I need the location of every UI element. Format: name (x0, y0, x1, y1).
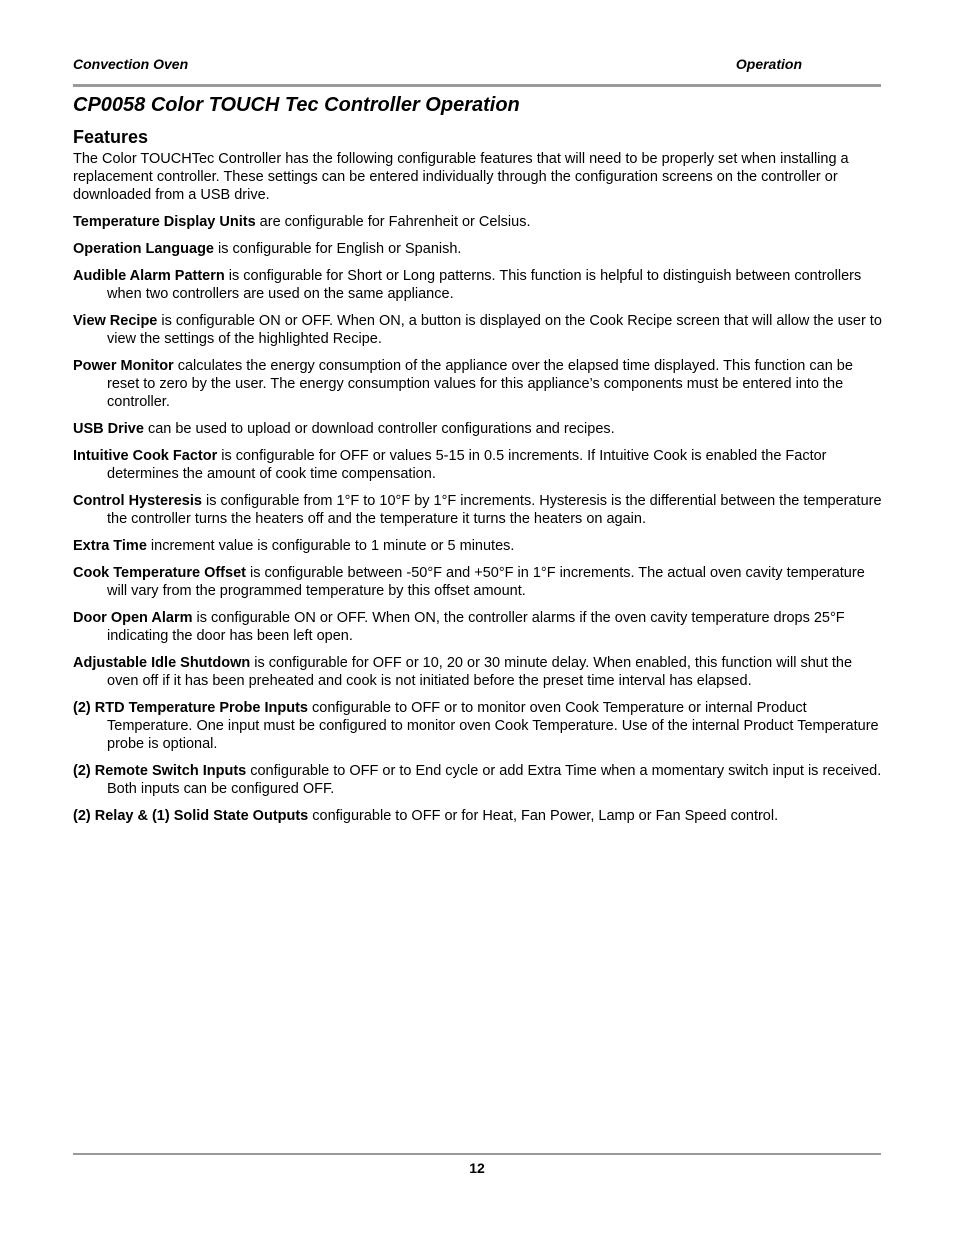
feature-description: is configurable from 1°F to 10°F by 1°F increments. Hysteresis is the differential between the temperature the controller turns the heaters off and the temperature it turns the heaters on again. (107, 493, 882, 527)
feature-description: is configurable for OFF or 10, 20 or 30 minute delay. When enabled, this function will shut the oven off if it has been preheated and cook is not initiated before the preset time interval has elapsed. (107, 655, 853, 689)
feature-description: is configurable ON or OFF. When ON, the controller alarms if the oven cavity temperature drops 25°F indicating the door has been left open. (107, 610, 845, 644)
feature-description: is configurable ON or OFF. When ON, a button is displayed on the Cook Recipe screen that will allow the user to view the settings of the highlighted Recipe. (107, 313, 882, 347)
feature-term: Power Monitor (73, 358, 174, 374)
page-content (73, 92, 883, 825)
feature-description: configurable to OFF or for Heat, Fan Power, Lamp or Fan Speed control. (308, 808, 779, 824)
feature-term: Operation Language (73, 241, 214, 257)
feature-item (73, 267, 883, 303)
feature-term: (2) Relay & (1) Solid State Outputs (73, 808, 309, 824)
page-number: 12 (469, 1160, 485, 1176)
feature-item (73, 447, 883, 483)
feature-term: Door Open Alarm (73, 610, 193, 626)
header-document-title: Convection Oven (73, 56, 189, 72)
section-title: CP0058 Color TOUCH Tec Controller Operation (73, 94, 520, 116)
feature-item (73, 537, 883, 555)
feature-term: Extra Time (73, 538, 147, 554)
feature-item (73, 564, 883, 600)
feature-item (73, 807, 883, 825)
feature-term: USB Drive (73, 421, 144, 437)
header-divider (73, 84, 881, 87)
intro-paragraph: The Color TOUCHTec Controller has the following configurable features that will need to be properly set when installing a replacement controller. These settings can be entered individually through the configuration screens on the controller or downloaded from a USB drive. (73, 151, 849, 203)
feature-item (73, 654, 883, 690)
feature-description: configurable to OFF or to End cycle or add Extra Time when a momentary switch input is received. Both inputs can be configured OFF. (107, 763, 882, 797)
feature-description: is configurable between -50°F and +50°F in 1°F increments. The actual oven cavity temperature will vary from the programmed temperature by this offset amount. (107, 565, 865, 599)
feature-description: increment value is configurable to 1 minute or 5 minutes. (146, 538, 515, 554)
feature-term: Audible Alarm Pattern (73, 268, 225, 284)
footer-divider (73, 1153, 881, 1155)
feature-item (73, 213, 883, 231)
feature-description: is configurable for Short or Long patterns. This function is helpful to distinguish between controllers when two controllers are used on the same appliance. (107, 268, 862, 302)
feature-item (73, 492, 883, 528)
feature-term: Temperature Display Units (73, 214, 256, 230)
feature-description: is configurable for OFF or values 5-15 in 0.5 increments. If Intuitive Cook is enabled the Factor determines the amount of cook time compensation. (107, 448, 827, 482)
feature-term: Control Hysteresis (73, 493, 202, 509)
feature-term: View Recipe (73, 313, 158, 329)
feature-description: configurable to OFF or to monitor oven Cook Temperature or internal Product Temperature. One input must be configured to monitor oven Cook Temperature. Use of the internal Product Temperature probe is optional. (107, 700, 879, 752)
feature-item (73, 240, 883, 258)
feature-term: Intuitive Cook Factor (73, 448, 218, 464)
feature-description: are configurable for Fahrenheit or Celsius. (255, 214, 531, 230)
subsection-title: Features (73, 127, 149, 147)
feature-item (73, 312, 883, 348)
feature-item (73, 420, 883, 438)
feature-term: Cook Temperature Offset (73, 565, 246, 581)
page-header (73, 56, 802, 72)
feature-term: Adjustable Idle Shutdown (73, 655, 251, 671)
feature-description: calculates the energy consumption of the appliance over the elapsed time displayed. This function can be reset to zero by the user. The energy consumption values for this appliance’s components must be entered into the controller. (107, 358, 853, 410)
feature-item (73, 762, 883, 798)
feature-description: can be used to upload or download controller configurations and recipes. (143, 421, 615, 437)
feature-description: is configurable for English or Spanish. (214, 241, 462, 257)
feature-term: (2) Remote Switch Inputs (73, 763, 247, 779)
feature-item (73, 357, 883, 411)
feature-item (73, 699, 883, 753)
feature-item (73, 609, 883, 645)
header-chapter-title: Operation (735, 56, 802, 72)
feature-term: (2) RTD Temperature Probe Inputs (73, 700, 308, 716)
